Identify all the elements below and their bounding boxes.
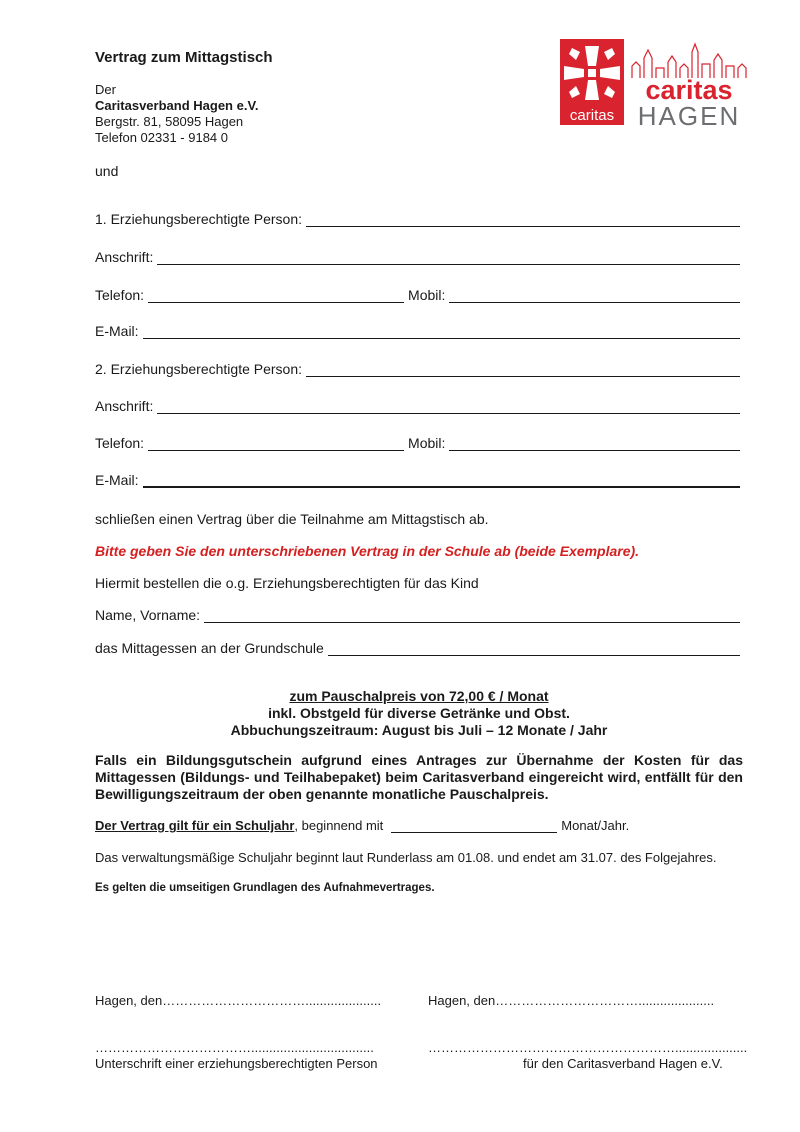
guardian1-mobile-field[interactable] [449,288,740,303]
return-notice: Bitte geben Sie den unterschriebenen Vertrag in der Schule ab (beide Exemplare). [95,543,640,559]
price-line: zum Pauschalpreis von 72,00 € / Monat [289,688,549,704]
guardian2-email-label: E-Mail: [95,472,139,488]
term-rest: , beginnend mit [294,818,384,833]
term-bold: Der Vertrag gilt für ein Schuljahr [95,818,295,833]
guardian2-email-row [95,472,740,488]
guardian2-address-field[interactable] [157,399,740,414]
voucher-paragraph: Falls ein Bildungsgutschein aufgrund eines Antrages zur Übernahme der Kosten für das Mittagessen (Bildungs- und Teilhabepaket) beim Caritasverband eingereicht wird, entfällt für den Bewilligungszeitraum der oben genannte monatliche Pauschalpreis. [95,752,743,802]
guardian2-mobile-field[interactable] [449,436,740,451]
price-block [95,688,743,739]
guardian1-name-field[interactable] [306,212,740,227]
guardian1-address-row [95,249,740,265]
school-row [95,640,740,656]
address-phone: Telefon 02331 - 9184 0 [95,130,228,145]
guardian1-label: 1. Erziehungsberechtigte Person: [95,211,303,227]
und-text: und [95,163,119,179]
address-street: Bergstr. 81, 58095 Hagen [95,114,244,129]
contract-statement: schließen einen Vertrag über die Teilnahme am Mittagstisch ab. [95,511,489,527]
badge-label: caritas [569,107,615,124]
start-month-field[interactable] [391,818,557,833]
child-name-row [95,607,740,623]
guardian2-phone-field[interactable] [148,436,404,451]
organization-name: Caritasverband Hagen e.V. [95,98,259,113]
guardian1-email-field[interactable] [143,324,740,339]
term-suffix: Monat/Jahr. [561,818,630,833]
right-signature-caption: für den Caritasverband Hagen e.V. [523,1056,723,1071]
term-row [95,818,629,833]
document-title: Vertrag zum Mittagstisch [95,49,273,66]
guardian2-name-field[interactable] [306,362,740,377]
left-signature-caption: Unterschrift einer erziehungsberechtigten Person [95,1056,378,1071]
school-year-note: Das verwaltungsmäßige Schuljahr beginnt laut Runderlass am 01.08. und endet am 31.07. des Folgejahres. [95,850,717,865]
logo-word-hagen: HAGEN [637,101,741,128]
guardian1-name-row [95,211,740,227]
price-includes: inkl. Obstgeld für diverse Getränke und Obst. [268,705,570,721]
logo-word-caritas: caritas [645,75,733,105]
guardian1-phone-label: Telefon: [95,287,145,303]
child-name-field[interactable] [204,608,740,623]
sender-address [95,82,259,146]
guardian2-label: 2. Erziehungsberechtigte Person: [95,361,303,377]
caritas-logo-graphic [560,38,748,128]
city-skyline-icon [632,44,746,78]
child-name-label: Name, Vorname: [95,607,201,623]
guardian1-phone-row [95,287,740,303]
address-intro: Der [95,82,116,97]
guardian1-email-label: E-Mail: [95,323,139,339]
left-date-line[interactable]: Hagen, den……………………………..................... [95,993,382,1008]
right-date-line[interactable]: Hagen, den……………………………..................... [428,993,715,1008]
guardian1-address-field[interactable] [157,250,740,265]
guardian2-email-field[interactable] [143,472,740,488]
school-label: das Mittagessen an der Grundschule [95,640,324,656]
caritas-hagen-logo [560,38,748,128]
guardian2-name-row [95,361,740,377]
guardian2-mobile-label: Mobil: [408,435,446,451]
guardian2-address-label: Anschrift: [95,398,154,414]
guardian2-address-row [95,398,740,414]
right-signature-line[interactable]: ………………………………………………….................... [428,1040,748,1055]
billing-period: Abbuchungszeitraum: August bis Juli – 12 Monate / Jahr [230,722,608,738]
basis-note: Es gelten die umseitigen Grundlagen des Aufnahmevertrages. [95,882,435,894]
guardian2-phone-label: Telefon: [95,435,145,451]
guardian1-mobile-label: Mobil: [408,287,446,303]
school-field[interactable] [328,641,740,656]
guardian2-phone-row [95,435,740,451]
guardian1-phone-field[interactable] [148,288,404,303]
order-statement: Hiermit bestellen die o.g. Erziehungsberechtigten für das Kind [95,575,479,591]
guardian1-email-row [95,323,740,339]
flame-cross-icon [564,46,620,100]
guardian1-address-label: Anschrift: [95,249,154,265]
left-signature-line[interactable]: ……………………………….................................. [95,1040,374,1055]
